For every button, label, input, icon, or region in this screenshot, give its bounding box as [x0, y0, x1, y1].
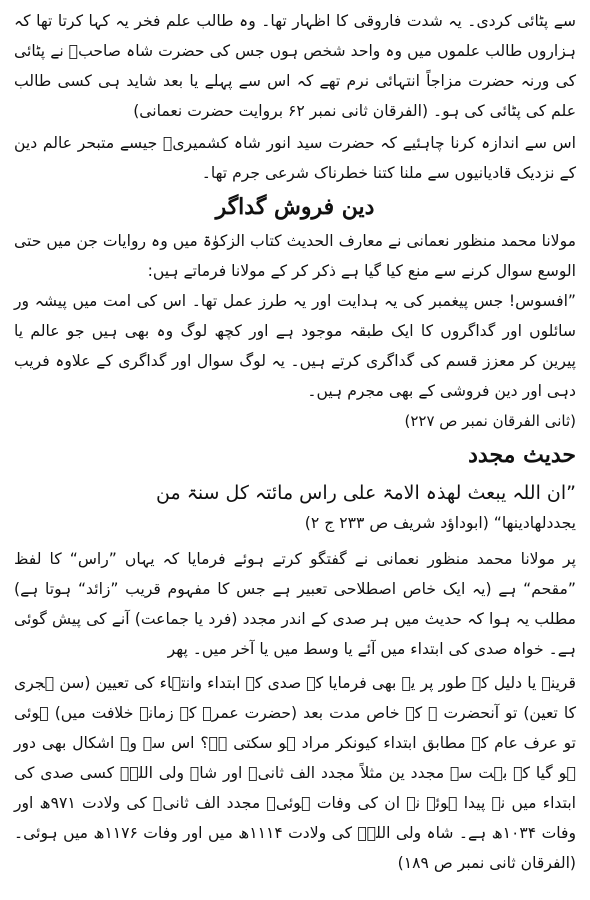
- section-heading-din-farosh: دین فروش گداگر: [215, 194, 375, 220]
- paragraph-qadiani-judgement: اس سے اندازہ کرنا چاہئیے کہ حضرت سید انور شاہ کشمیریؒ جیسے متبحر عالم دین کے نزدیک قادیانیوں سے ملنا کتنا خطرناک شرعی جرم تھا۔: [14, 134, 576, 182]
- hadith-arabic-text: ”ان اللہ یبعث لھذہ الامۃ علی راس مائتہ کل سنۃ من: [156, 482, 576, 504]
- paragraph-qarina-dalil: قرینہ یا دلیل کے طور پر یہ بھی فرمایا کہ صدی کے ابتداء وانتہاء کی تعیین (سن ہجری کا تعین) تو آنحضرت ﷺ کے خاص مدت بعد (حضرت عمرؓ کے زمانہ خلافت میں) ہوئی تو عرف عام کے مطابق ابتداء کیونکر مراد ہو سکتی ہے؟ اس سے وہ اشکال بھی دور ہو گیا کہ بہت سے مجدد ین مثلاً مجدد الف ثانیؒ اور شاہ ولی اللہؒ کسی صدی کی ابتداء میں نہ پیدا ہوئے نہ ان کی وفات ہوئی۔ مجدد الف ثانیؒ کی ولادت ۹۷۱ھ اور وفات ۱۰۳۴ھ ہے۔ شاہ ولی اللہؒ کی ولادت ۱۱۱۴ھ میں اور وفات ۱۱۷۶ھ میں ہوئی۔ (الفرقان ثانی نمبر ص ۱۸۹): [14, 674, 576, 872]
- reference-furqan-227: (ثانی الفرقان نمبر ص ۲۲۷): [404, 412, 576, 430]
- quote-afsos: ”افسوس! جس پیغمبر کی یہ ہدایت اور یہ طرز عمل تھا۔ اس کی امت میں پیشہ ور سائلوں اور گداگروں کا ایک طبقہ موجود ہے اور کچھ لوگ وہ بھی ہیں جو عالم یا پیرین کر معزز قسم کی گداگری کرتے ہیں۔ یہ لوگ سوال اور گداگری کے علاوہ فریب دہی اور دین فروشی کے بھی مجرم ہیں۔: [14, 292, 576, 400]
- section-heading-hadith-mujaddid: حدیث مجدد: [468, 442, 576, 468]
- paragraph-maulana-intro: مولانا محمد منظور نعمانی نے معارف الحدیث کتاب الزکوٰۃ میں وہ روایات جن میں حتی الوسع سوال کرنے سے منع کیا گیا ہے ذکر کر کے مولانا فرماتے ہیں:: [14, 232, 576, 280]
- paragraph-ras-muqham: پر مولانا محمد منظور نعمانی نے گفتگو کرتے ہوئے فرمایا کہ یہاں ”راس“ کا لفظ ”مقحم“ ہے (یہ ایک خاص اصطلاحی تعبیر ہے جس کا مفہوم قریب ”زائد“ ہوتا ہے) مطلب یہ ہوا کہ حدیث میں ہر صدی کے اندر مجدد (فرد یا جماعت) آنے کی پیش گوئی ہے۔ خواہ صدی کی ابتداء میں آئے یا وسط میں یا آخر میں۔ پھر: [14, 550, 576, 658]
- paragraph-shah-sahib-story: سے پٹائی کردی۔ یہ شدت فاروقی کا اظہار تھا۔ وہ طالب علم فخر یہ کہا کرتا تھا کہ ہزاروں طالب علموں میں وہ واحد شخص ہوں جس کی حضرت شاہ صاحبؒ نے پٹائی کی ورنہ حضرت مزاجاً انتہائی نرم تھے کہ اس سے پہلے یا بعد شاید ہی کسی طالب علم کی پٹائی کی ہو۔ (الفرقان ثانی نمبر ۶۲ بروایت حضرت نعمانی): [14, 12, 576, 120]
- hadith-arabic-continuation: یجددلھادینھا“ (ابوداؤد شریف ص ۲۳۳ ج ۲): [304, 514, 576, 532]
